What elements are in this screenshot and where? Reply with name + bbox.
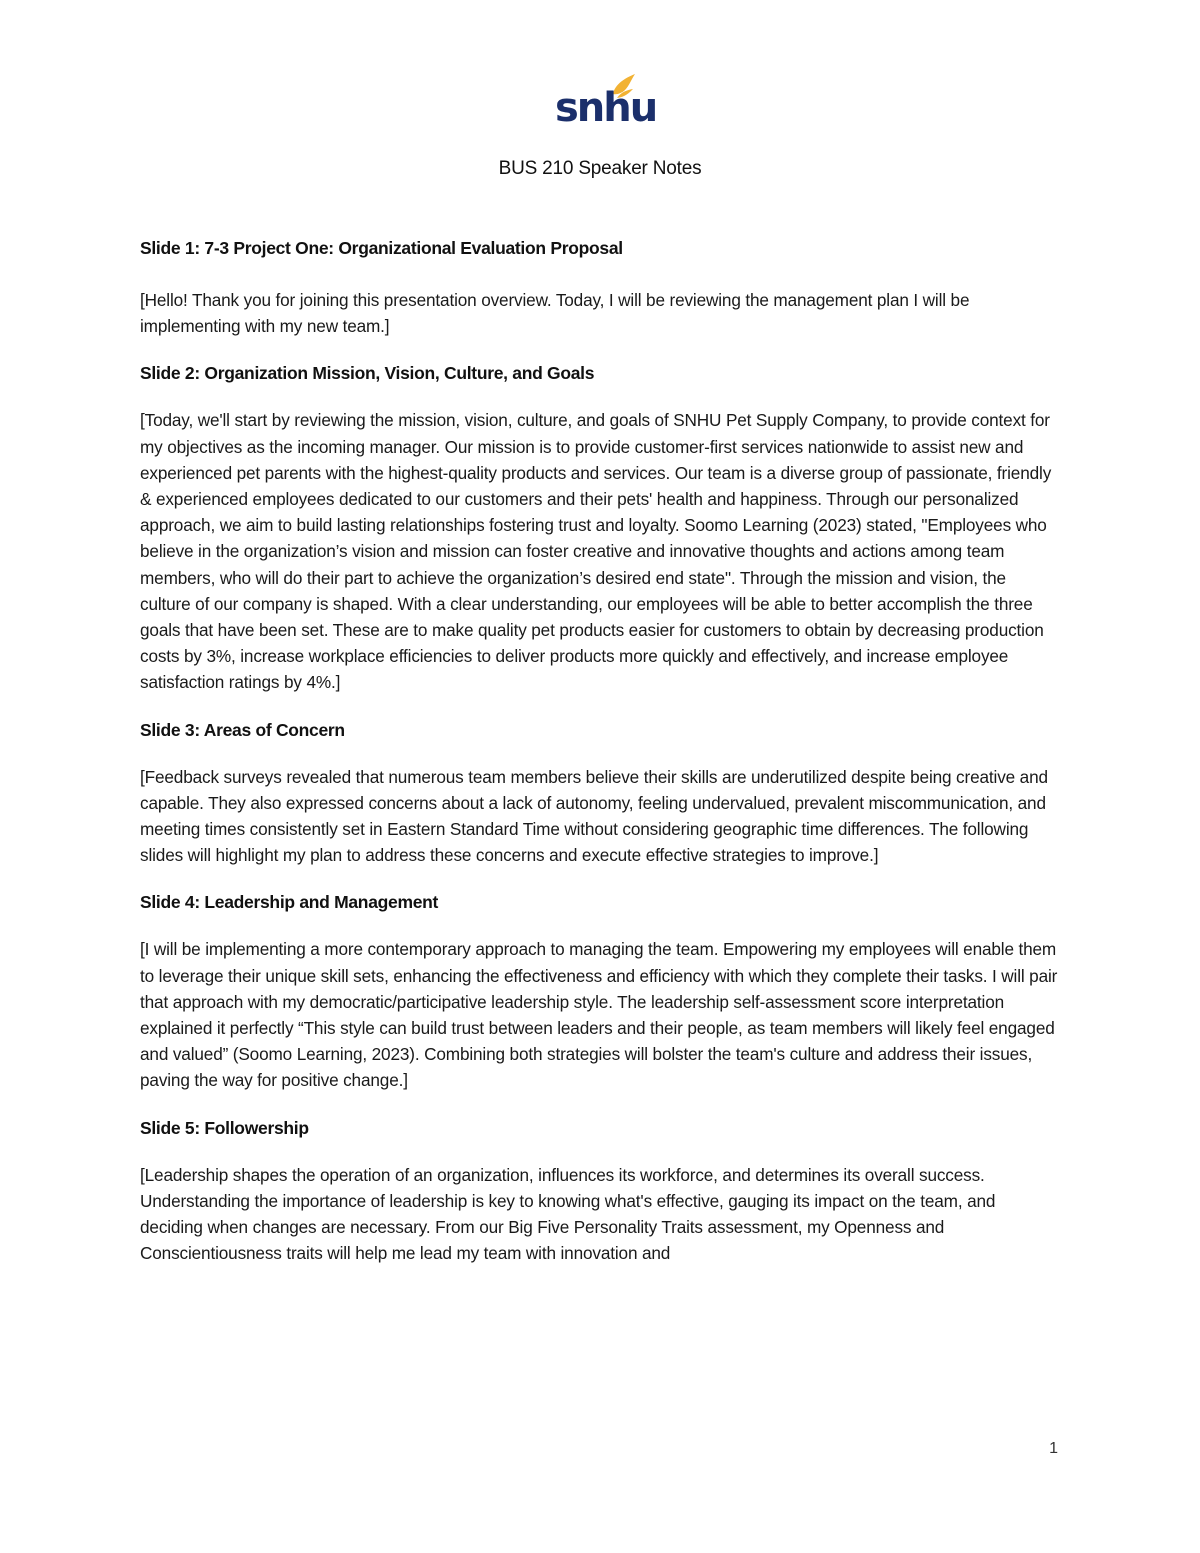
section-slide-2 — [140, 361, 1060, 695]
section-heading: Slide 4: Leadership and Management — [140, 892, 439, 913]
section-body: [Today, we'll start by reviewing the mission, vision, culture, and goals of SNHU Pet Supply Company, to provide context for my objectives as the incoming manager. Our mission is to provide customer-first services nationwide to assist new and experienced pet parents with the highest-quality products and services. Our team is a diverse group of passionate, friendly & experienced employees dedicated to our customers and their pets' health and happiness. Through our personalized approach, we aim to build lasting relationships fostering trust and loyalty. Soomo Learning (2023) stated, "Employees who believe in the organization’s vision and mission can foster creative and innovative thoughts and actions among team members, who will do their part to achieve the organization’s desired end state". Through the mission and vision, the culture of our company is shaped. With a clear understanding, our employees will be able to better accomplish the three goals that have been set. These are to make quality pet products easier for customers to obtain by decreasing production costs by 3%, increase workplace efficiencies to deliver products more quickly and effectively, and increase employee satisfaction ratings by 4%.] — [140, 410, 1052, 693]
section-body: [Leadership shapes the operation of an organization, influences its workforce, and determines its overall success. Understanding the importance of leadership is key to knowing what's effective, gauging its impact on the team, and deciding when changes are necessary. From our Big Five Personality Traits assessment, my Openness and Conscientiousness traits will help me lead my team with innovation and — [140, 1164, 996, 1264]
section-body: [Hello! Thank you for joining this presentation overview. Today, I will be reviewing the management plan I will be implementing with my new team.] — [140, 290, 970, 337]
section-slide-4 — [140, 890, 1060, 1093]
section-slide-3 — [140, 718, 1060, 869]
section-body: [I will be implementing a more contemporary approach to managing the team. Empowering my employees will enable them to leverage their unique skill sets, enhancing the effectiveness and efficiency with which they complete their tasks. I will pair that approach with my democratic/participative leadership style. The leadership self-assessment score interpretation explained it perfectly “This style can build trust between leaders and their people, as team members will likely feel engaged and valued” (Soomo Learning, 2023). Combining both strategies will bolster the team's culture and address their issues, paving the way for positive change.] — [140, 939, 1058, 1091]
page-number: 1 — [1049, 1440, 1058, 1457]
section-heading: Slide 3: Areas of Concern — [140, 719, 345, 740]
document-body — [140, 236, 1060, 1288]
section-heading: Slide 1: 7-3 Project One: Organizational Evaluation Proposal — [140, 238, 623, 258]
section-body: [Feedback surveys revealed that numerous team members believe their skills are underutilized despite being creative and capable. They also expressed concerns about a lack of autonomy, feeling undervalued, prevalent miscommunication, and meeting times consistently set in Eastern Standard Time without considering geographic time differences. The following slides will highlight my plan to address these concerns and execute effective strategies to improve.] — [140, 766, 1048, 866]
document-title: BUS 210 Speaker Notes — [498, 158, 702, 179]
section-slide-1 — [140, 236, 1060, 339]
logo-wordmark: snhu — [555, 85, 657, 131]
section-heading: Slide 2: Organization Mission, Vision, Culture, and Goals — [140, 363, 595, 384]
section-heading: Slide 5: Followership — [140, 1117, 309, 1138]
snhu-logo — [555, 72, 657, 134]
section-slide-5 — [140, 1116, 1060, 1267]
